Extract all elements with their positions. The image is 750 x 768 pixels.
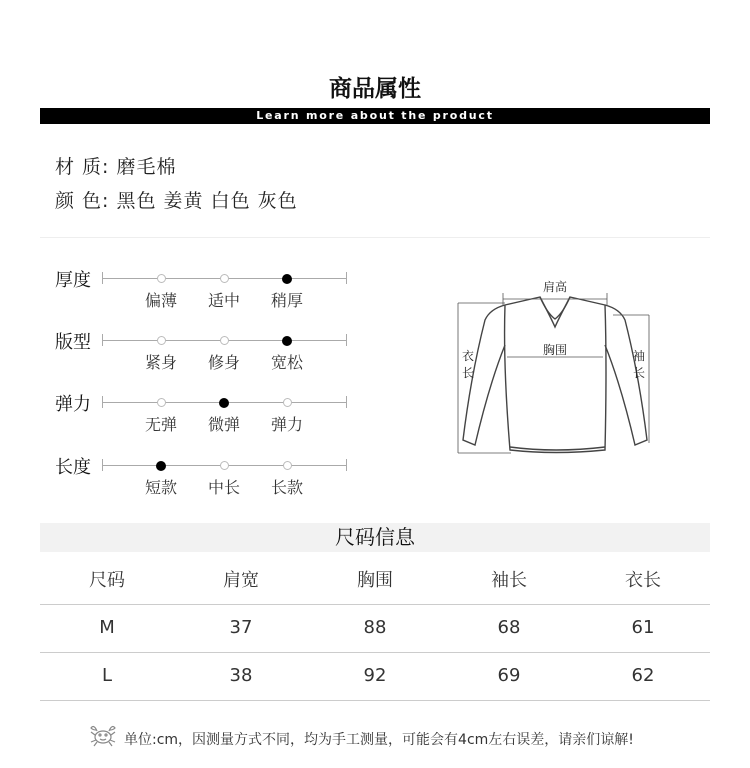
scale-end-tick (346, 396, 347, 408)
footnote: 单位:cm，因测量方式不同，均为手工测量，可能会有4cm左右误差，请亲们谅解! (124, 732, 634, 748)
scale-dot (220, 274, 229, 283)
scale-end-tick (102, 272, 103, 284)
size-table-cell: L (101, 665, 113, 686)
shoulder-label: 肩高 (542, 280, 568, 294)
table-divider (40, 700, 710, 701)
size-table-header-cell: 胸围 (357, 570, 393, 591)
scale-end-tick (346, 334, 347, 346)
scale-dot (220, 461, 229, 470)
subtitle-banner: Learn more about the product (40, 108, 710, 124)
scale-option-label: 适中 (207, 291, 240, 310)
length-label-2: 长 (461, 366, 475, 380)
scale-dot (157, 398, 166, 407)
color-row (55, 186, 298, 213)
size-table-header-cell: 肩宽 (223, 570, 259, 591)
color-label: 颜 色: (55, 190, 110, 212)
scale-option-label: 稍厚 (270, 291, 303, 310)
length-label-1: 衣 (461, 349, 475, 363)
scale-option-label: 短款 (144, 478, 177, 497)
color-value: 黑色 姜黄 白色 灰色 (116, 190, 298, 212)
table-divider (40, 652, 710, 653)
scale-option-label: 微弹 (207, 415, 240, 434)
garment-diagram-icon (455, 275, 655, 465)
scale-option-label: 偏薄 (144, 291, 177, 310)
size-table-title: 尺码信息 (40, 523, 710, 552)
scale-dot-selected (219, 398, 229, 408)
page-title: 商品属性 (329, 76, 421, 102)
size-table-cell: 69 (497, 665, 521, 686)
size-table-cell: 62 (631, 665, 655, 686)
size-table-cell: 37 (229, 617, 253, 638)
scale-dot-selected (282, 336, 292, 346)
scale-label: 弹力 (55, 394, 91, 415)
size-table-header-cell: 衣长 (625, 570, 661, 591)
material-row (55, 152, 177, 179)
scale-label: 长度 (55, 457, 91, 478)
scale-option-label: 中长 (207, 478, 240, 497)
scale-option-label: 修身 (207, 353, 240, 372)
scale-dot (283, 398, 292, 407)
scale-dot (283, 461, 292, 470)
material-value: 磨毛棉 (116, 156, 177, 178)
size-table-cell: 68 (497, 617, 521, 638)
scale-option-label: 无弹 (144, 415, 177, 434)
scale-label: 厚度 (55, 270, 91, 291)
size-table-cell: 38 (229, 665, 253, 686)
size-table-cell: 92 (363, 665, 387, 686)
scale-dot (157, 336, 166, 345)
scale-dot-selected (282, 274, 292, 284)
scale-dot-selected (156, 461, 166, 471)
sleeve-label-2: 长 (632, 366, 646, 380)
size-table-header-cell: 袖长 (491, 570, 527, 591)
scale-end-tick (102, 334, 103, 346)
scale-end-tick (102, 396, 103, 408)
scale-option-label: 长款 (270, 478, 303, 497)
sleeve-label-1: 袖 (632, 349, 646, 363)
scale-dot (157, 274, 166, 283)
scale-option-label: 宽松 (270, 353, 303, 372)
size-table-cell: M (99, 617, 115, 638)
divider (40, 237, 710, 238)
scale-end-tick (102, 459, 103, 471)
scale-label: 版型 (55, 332, 91, 353)
chest-label: 胸围 (542, 343, 568, 357)
scale-dot (220, 336, 229, 345)
scale-end-tick (346, 459, 347, 471)
table-divider (40, 604, 710, 605)
size-table-header-cell: 尺码 (89, 570, 125, 591)
size-table-cell: 88 (363, 617, 387, 638)
scale-end-tick (346, 272, 347, 284)
material-label: 材 质: (55, 156, 110, 178)
scale-option-label: 弹力 (270, 415, 303, 434)
size-table-cell: 61 (631, 617, 655, 638)
scale-option-label: 紧身 (144, 353, 177, 372)
crab-icon (88, 720, 118, 748)
